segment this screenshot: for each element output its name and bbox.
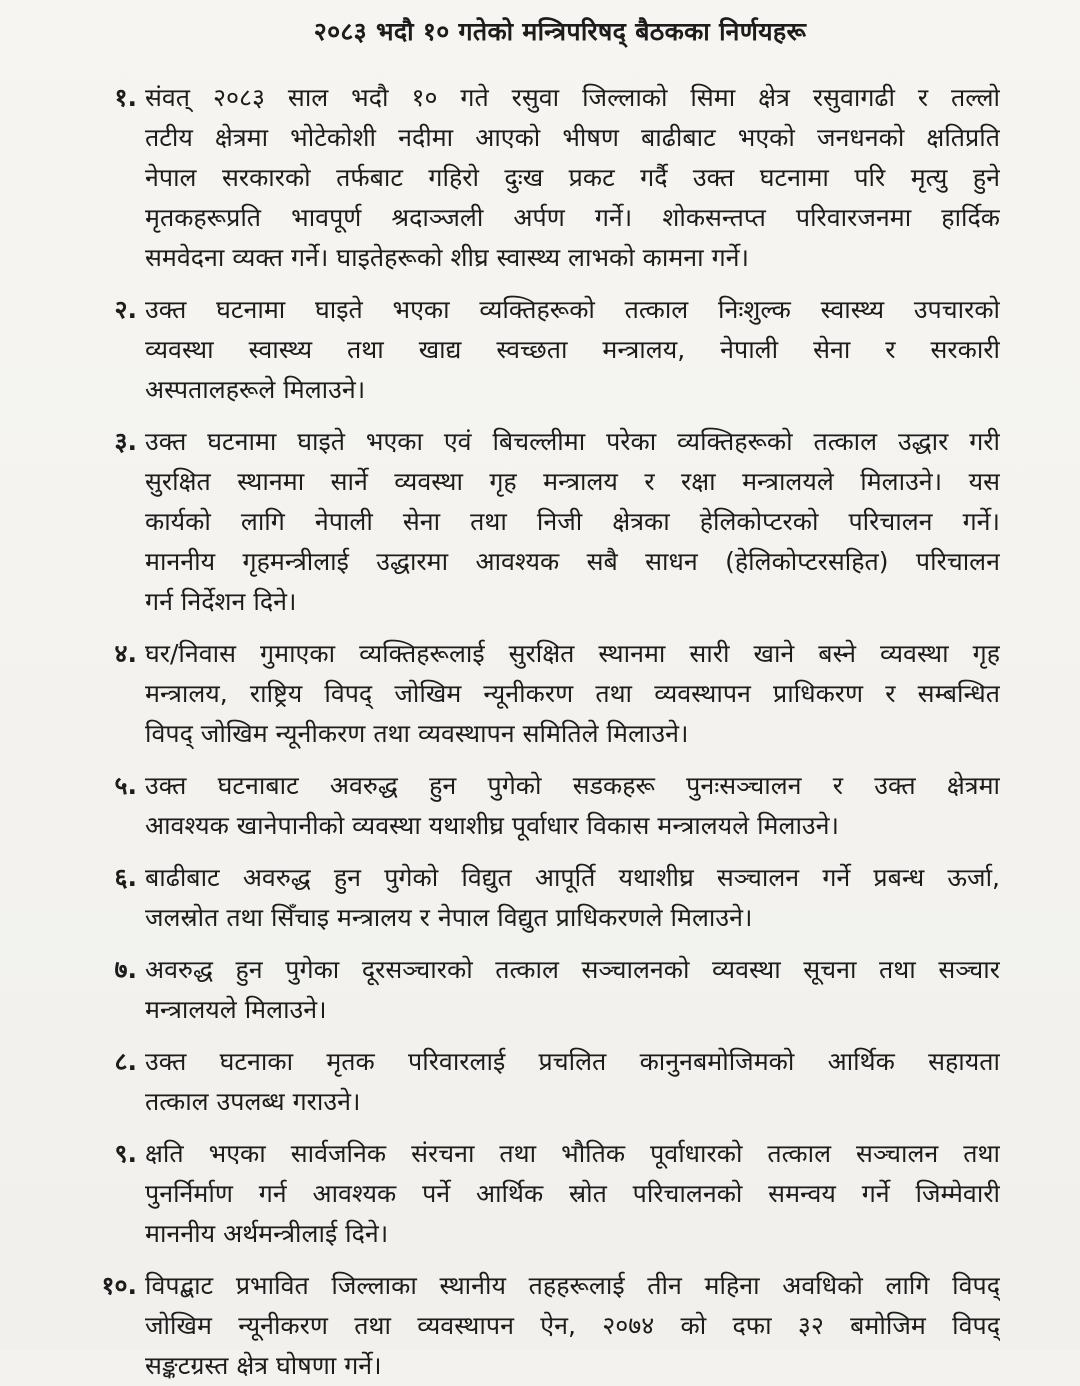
decision-text-line: व्यवस्था स्वास्थ्य तथा खाद्य स्वच्छता मन्त्रालय, नेपाली सेना र सरकारी: [145, 335, 1000, 364]
decision-item: [0, 422, 1000, 622]
decision-item: [0, 78, 1000, 278]
decision-text: [145, 858, 1000, 938]
decision-text: [145, 1266, 1000, 1386]
decision-number: ९.: [114, 1139, 137, 1168]
decision-text-line: मन्त्रालय, राष्ट्रिय विपद् जोखिम न्यूनीकरण तथा व्यवस्थापन प्राधिकरण र सम्बन्धित: [145, 679, 1000, 708]
decision-item: [0, 634, 1000, 754]
decision-item: [0, 290, 1000, 410]
decision-text: [145, 950, 1000, 1030]
decision-text-line: माननीय अर्थमन्त्रीलाई दिने।: [145, 1219, 389, 1248]
decision-text-line: जोखिम न्यूनीकरण तथा व्यवस्थापन ऐन, २०७४ को दफा ३२ बमोजिम विपद्: [145, 1311, 1000, 1340]
decision-text-line: जलस्रोत तथा सिँचाइ मन्त्रालय र नेपाल विद्युत प्राधिकरणले मिलाउने।: [145, 903, 753, 932]
decision-text-line: विपद् जोखिम न्यूनीकरण तथा व्यवस्थापन समितिले मिलाउने।: [145, 719, 689, 748]
decision-number: ६.: [114, 863, 137, 892]
decision-item: [0, 950, 1000, 1030]
decision-text-line: संवत् २०८३ साल भदौ १० गते रसुवा जिल्लाको सिमा क्षेत्र रसुवागढी र तल्लो: [145, 83, 1000, 112]
decision-number: २.: [114, 295, 137, 324]
decision-text-line: मन्त्रालयले मिलाउने।: [145, 995, 327, 1024]
decision-text: [145, 1042, 1000, 1122]
document-title: २०८३ भदौ १० गतेको मन्त्रिपरिषद् बैठकका निर्णयहरू: [313, 17, 807, 46]
decision-text: [145, 290, 1000, 410]
decision-text-line: बाढीबाट अवरुद्ध हुन पुगेको विद्युत आपूर्ति यथाशीघ्र सञ्चालन गर्ने प्रबन्ध ऊर्जा,: [145, 863, 1000, 892]
decision-text-line: कार्यको लागि नेपाली सेना तथा निजी क्षेत्रका हेलिकोप्टरको परिचालन गर्ने।: [145, 507, 1000, 536]
decision-number: ८.: [114, 1047, 137, 1076]
decision-number: ५.: [114, 771, 137, 800]
decision-text-line: नेपाल सरकारको तर्फबाट गहिरो दुःख प्रकट गर्दै उक्त घटनामा परि मृत्यु हुने: [145, 163, 1000, 192]
decision-text: [145, 766, 1000, 846]
decision-text-line: माननीय गृहमन्त्रीलाई उद्धारमा आवश्यक सबै साधन (हेलिकोप्टरसहित) परिचालन: [145, 547, 1000, 576]
decision-text: [145, 634, 1000, 754]
decision-text: [145, 422, 1000, 622]
decision-text-line: क्षति भएका सार्वजनिक संरचना तथा भौतिक पूर्वाधारको तत्काल सञ्चालन तथा: [145, 1139, 1000, 1168]
decision-text: [145, 1134, 1000, 1254]
decision-number: ३.: [114, 427, 137, 456]
decision-number: १०.: [101, 1271, 137, 1300]
decision-number: ४.: [114, 639, 137, 668]
decision-text-line: पुनर्निर्माण गर्न आवश्यक पर्ने आर्थिक स्रोत परिचालनको समन्वय गर्ने जिम्मेवारी: [145, 1179, 1000, 1208]
decision-text-line: उक्त घटनामा घाइते भएका एवं बिचल्लीमा परेका व्यक्तिहरूको तत्काल उद्धार गरी: [145, 427, 1000, 456]
decision-text-line: उक्त घटनाका मृतक परिवारलाई प्रचलित कानुनबमोजिमको आर्थिक सहायता: [145, 1047, 1000, 1076]
decision-text-line: सङ्कटग्रस्त क्षेत्र घोषणा गर्ने।: [145, 1351, 382, 1380]
decision-text-line: घर/निवास गुमाएका व्यक्तिहरूलाई सुरक्षित स्थानमा सारी खाने बस्ने व्यवस्था गृह: [145, 639, 1000, 668]
decision-text-line: मृतकहरूप्रति भावपूर्ण श्रदाञ्जली अर्पण गर्ने। शोकसन्तप्त परिवारजनमा हार्दिक: [145, 203, 1000, 232]
decision-number: १.: [114, 83, 137, 112]
decision-item: [0, 1042, 1000, 1122]
decision-text-line: तत्काल उपलब्ध गराउने।: [145, 1087, 361, 1116]
decision-item: [0, 766, 1000, 846]
decision-list: [0, 78, 1000, 1386]
decision-text-line: उक्त घटनाबाट अवरुद्ध हुन पुगेको सडकहरू पुनःसञ्चालन र उक्त क्षेत्रमा: [145, 771, 1000, 800]
decision-text: [145, 78, 1000, 278]
decision-text-line: अवरुद्ध हुन पुगेका दूरसञ्चारको तत्काल सञ्चालनको व्यवस्था सूचना तथा सञ्चार: [145, 955, 1000, 984]
decision-text-line: आवश्यक खानेपानीको व्यवस्था यथाशीघ्र पूर्वाधार विकास मन्त्रालयले मिलाउने।: [145, 811, 839, 840]
decision-text-line: समवेदना व्यक्त गर्ने। घाइतेहरूको शीघ्र स्वास्थ्य लाभको कामना गर्ने।: [145, 243, 750, 272]
decision-text-line: अस्पतालहरूले मिलाउने।: [145, 375, 366, 404]
decision-text-line: विपद्बाट प्रभावित जिल्लाका स्थानीय तहहरूलाई तीन महिना अवधिको लागि विपद्: [145, 1271, 1000, 1300]
decision-number: ७.: [114, 955, 137, 984]
decision-text-line: सुरक्षित स्थानमा सार्ने व्यवस्था गृह मन्त्रालय र रक्षा मन्त्रालयले मिलाउने। यस: [145, 467, 1000, 496]
decision-item: [0, 858, 1000, 938]
decision-text-line: उक्त घटनामा घाइते भएका व्यक्तिहरूको तत्काल निःशुल्क स्वास्थ्य उपचारको: [145, 295, 1000, 324]
decision-item: [0, 1134, 1000, 1254]
decision-item: [0, 1266, 1000, 1386]
decision-text-line: गर्न निर्देशन दिने।: [145, 587, 297, 616]
decision-text-line: तटीय क्षेत्रमा भोटेकोशी नदीमा आएको भीषण बाढीबाट भएको जनधनको क्षतिप्रति: [145, 123, 1000, 152]
